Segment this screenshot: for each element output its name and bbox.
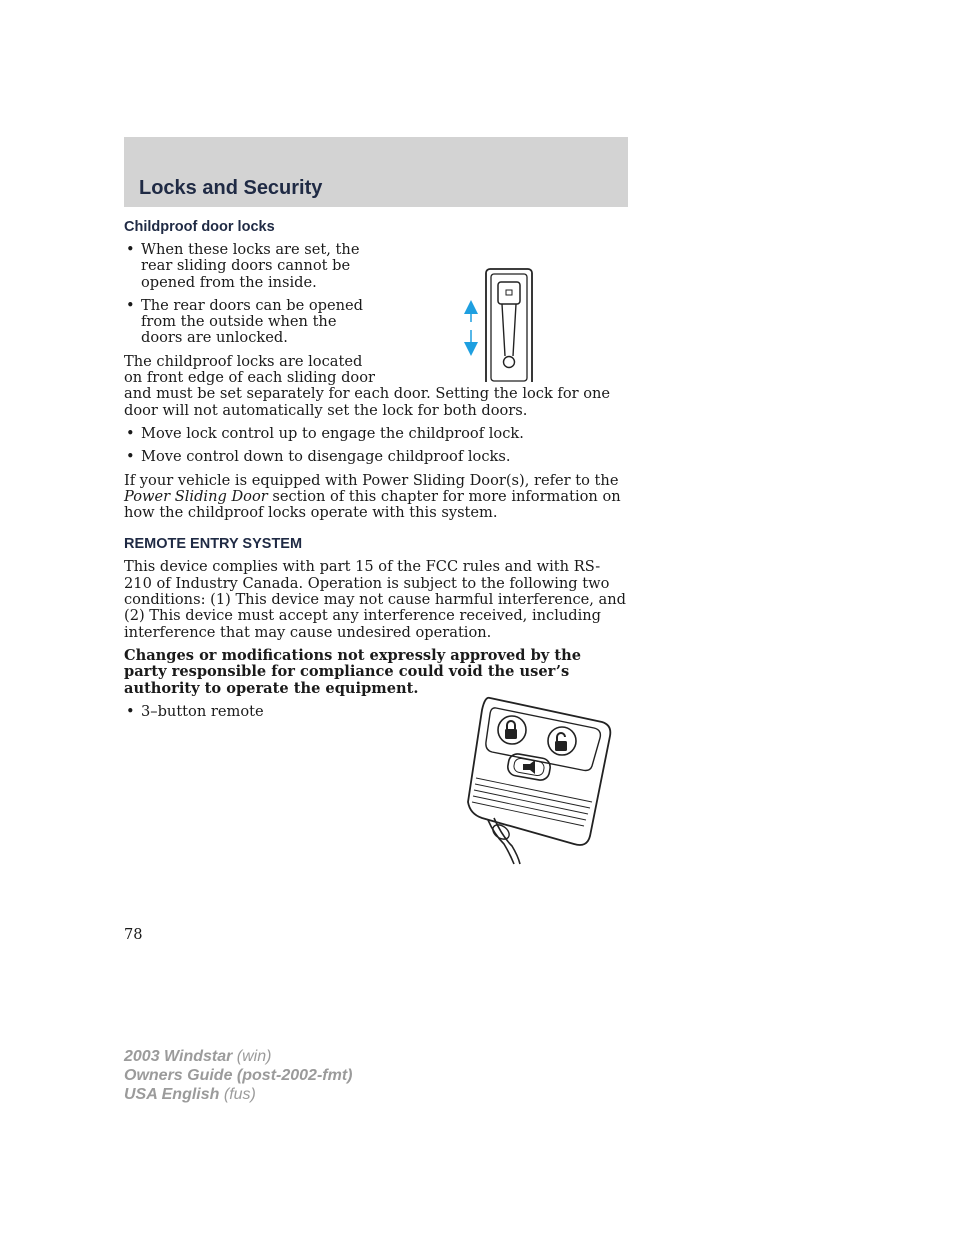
- power-door-reference: Power Sliding Door: [124, 487, 268, 505]
- power-door-text-post: section of this chapter for more information on how the childproof locks operate with this system.: [124, 487, 621, 522]
- footer-model-tag: (win): [236, 1048, 272, 1065]
- footer-line-1: [124, 1047, 352, 1066]
- footer-line-2: Owners Guide (post-2002-fmt): [124, 1067, 353, 1084]
- power-door-text: [124, 473, 628, 522]
- fcc-text: This device complies with part 15 of the FCC rules and with RS-210 of Industry Canada. Operation is subject to the following two conditions: (1) This device may not cause harmful interference, and (2) This device must accept any interference received, including interference that may cause undesired operation.: [124, 558, 627, 641]
- childproof-control-bullets: [124, 426, 628, 466]
- unlock-icon: [548, 727, 576, 755]
- section-title: Locks and Security: [139, 177, 323, 199]
- footer-model: 2003 Windstar: [124, 1048, 233, 1065]
- remote-keyfob-illustration: [378, 696, 628, 871]
- power-door-text-pre: If your vehicle is equipped with Power Sliding Door(s), refer to the: [124, 471, 619, 489]
- footer-language: USA English: [124, 1086, 220, 1103]
- remote-bullets: [124, 704, 628, 720]
- list-item: • When these locks are set, the rear sliding doors cannot be opened from the inside.: [124, 242, 628, 291]
- page-number: 78: [124, 926, 143, 943]
- list-item: • Move control down to disengage childproof locks.: [124, 449, 628, 465]
- page-content: [124, 219, 628, 871]
- list-item: • The rear doors can be opened from the outside when the doors are unlocked.: [124, 298, 628, 347]
- remote-heading: REMOTE ENTRY SYSTEM: [124, 536, 303, 553]
- footer-language-tag: (fus): [223, 1086, 256, 1103]
- list-item: • 3–button remote: [124, 704, 628, 720]
- footer-line-3: [124, 1085, 352, 1104]
- childproof-location-text: The childproof locks are located on front edge of each sliding door and must be set separately for each door. Setting the lock for one door will not automatically set the lock for both doors.: [124, 352, 611, 419]
- childproof-heading: Childproof door locks: [124, 219, 275, 235]
- section-header-band: [124, 137, 628, 207]
- document-footer: [124, 1047, 352, 1104]
- warning-text: Changes or modifications not expressly approved by the party responsible for compliance could void the user’s authority to operate the equipment.: [124, 646, 581, 697]
- list-item: • Move lock control up to engage the childproof lock.: [124, 426, 628, 442]
